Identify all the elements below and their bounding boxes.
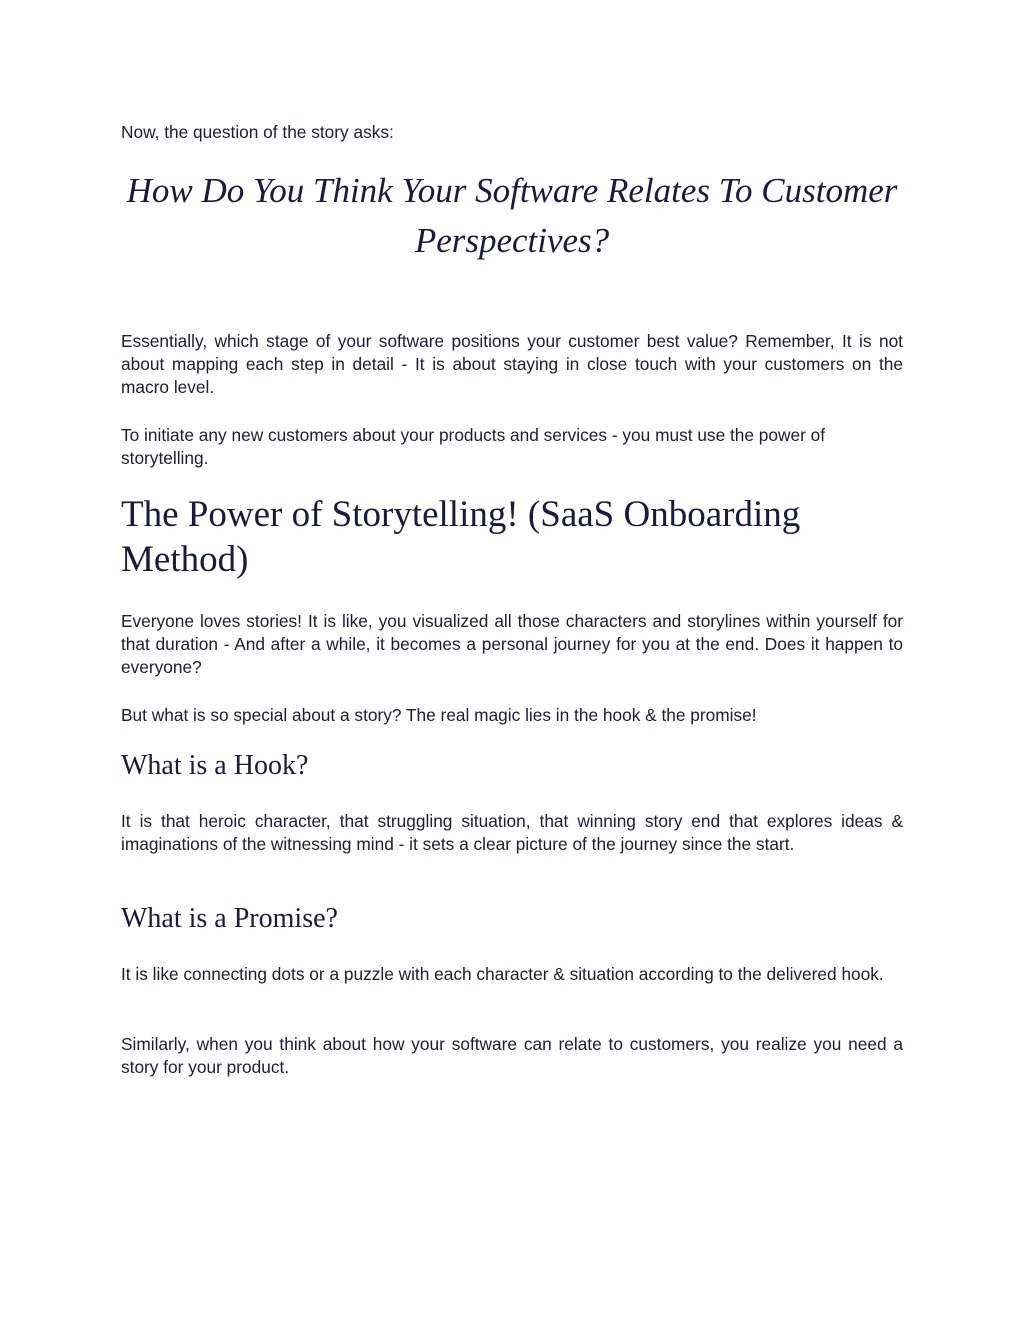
paragraph-software-stage: Essentially, which stage of your software positions your customer best value? Remember, It is not about mapping each step in detail - It is about staying in close touch with your customers on the macro level.	[121, 331, 903, 397]
subheading-hook: What is a Hook?	[121, 750, 309, 781]
paragraph-software-story: Similarly, when you think about how your software can relate to customers, you realize you need a story for your product.	[121, 1034, 903, 1077]
paragraph-initiate-customers: To initiate any new customers about your products and services - you must use the power of storytelling.	[121, 425, 826, 468]
intro-text: Now, the question of the story asks:	[121, 122, 394, 142]
paragraph-everyone-loves-stories: Everyone loves stories! It is like, you visualized all those characters and storylines within yourself for that duration - And after a while, it becomes a personal journey for you at the end. Does it happen to everyone?	[121, 611, 903, 677]
paragraph-real-magic: But what is so special about a story? The real magic lies in the hook & the promise!	[121, 705, 757, 725]
question-heading: How Do You Think Your Software Relates To Customer Perspectives?	[126, 171, 898, 260]
paragraph-promise-definition: It is like connecting dots or a puzzle with each character & situation according to the delivered hook.	[121, 964, 884, 984]
paragraph-hook-definition: It is that heroic character, that struggling situation, that winning story end that explores ideas & imaginations of the witnessing mind - it sets a clear picture of the journey since the start.	[121, 811, 903, 854]
subheading-promise: What is a Promise?	[121, 903, 338, 934]
section-heading-storytelling: The Power of Storytelling! (SaaS Onboarding Method)	[121, 494, 801, 580]
